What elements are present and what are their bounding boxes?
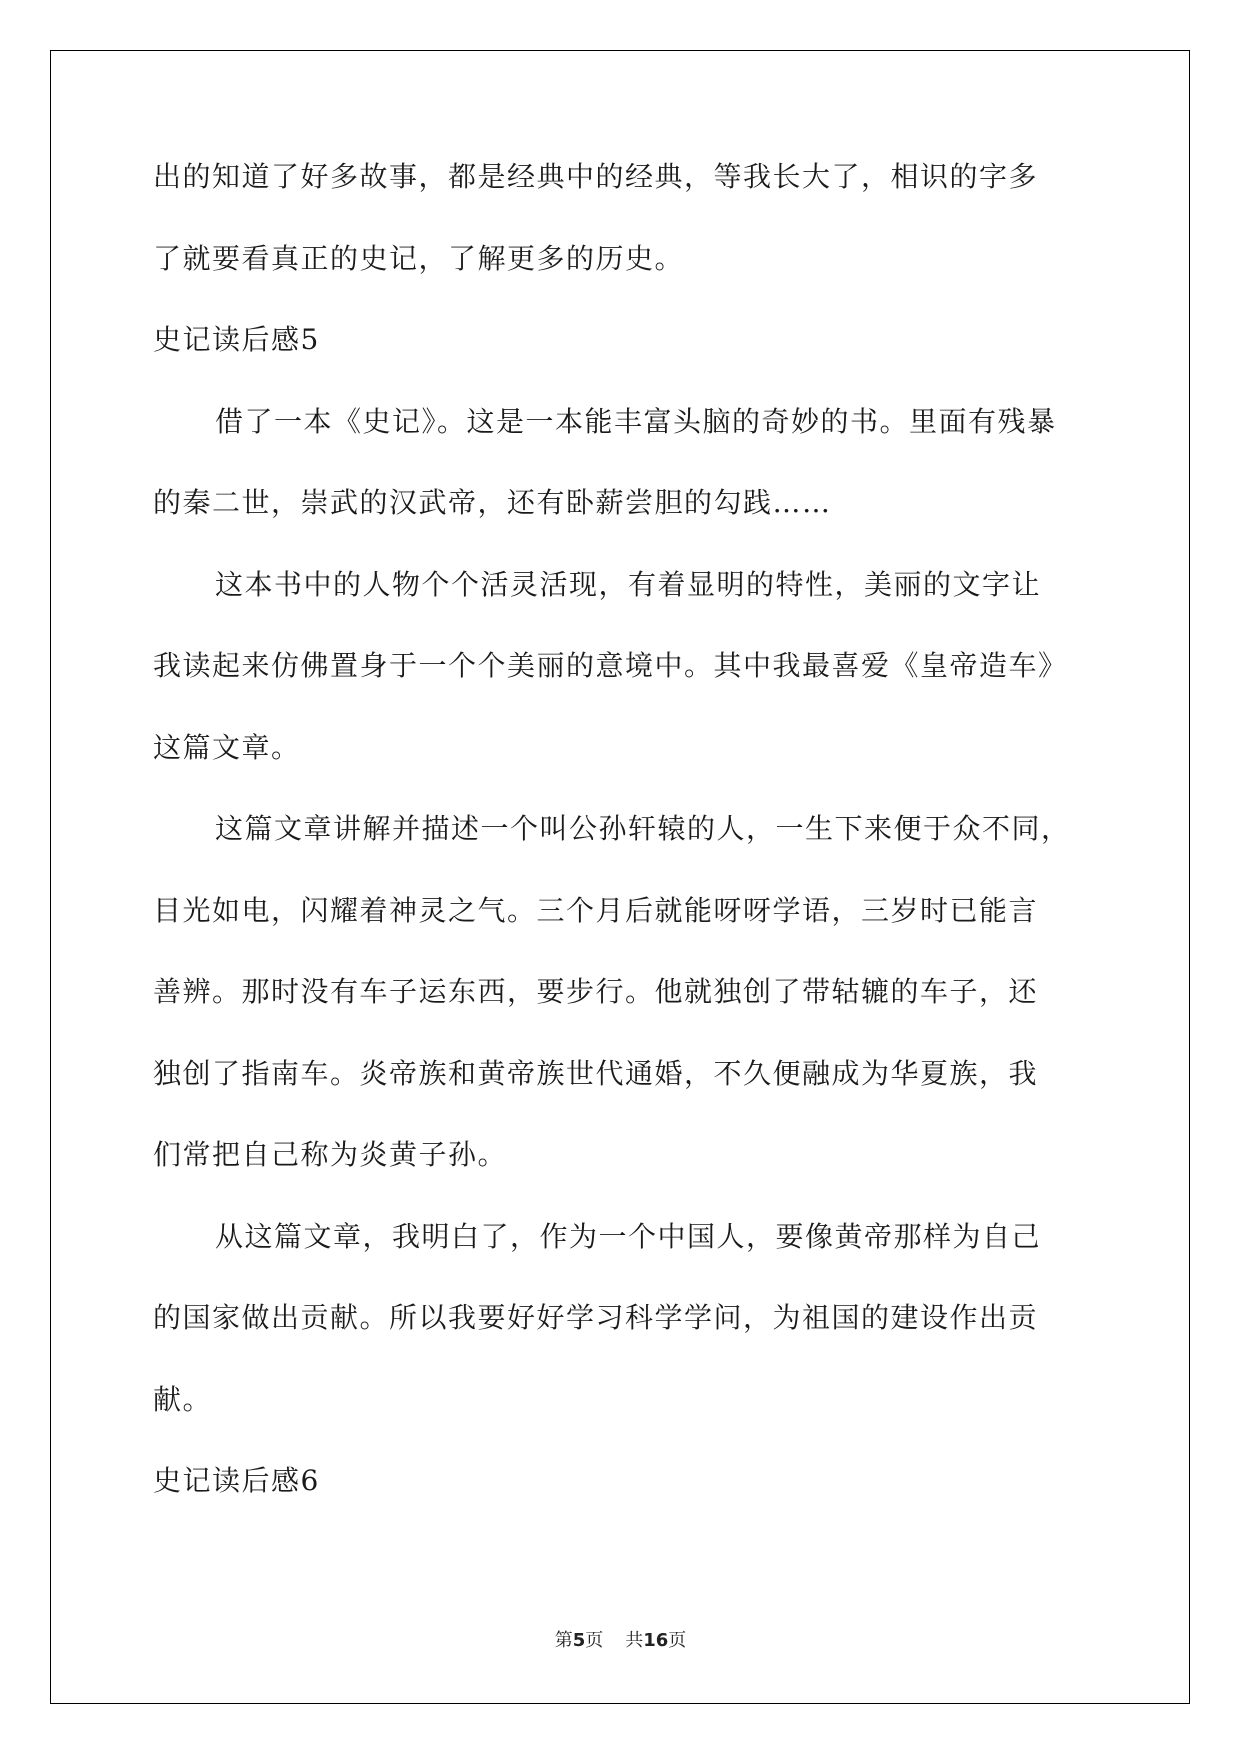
current-page-number: 5 bbox=[572, 1630, 586, 1651]
text-line: 的国家做出贡献。所以我要好好学习科学学问，为祖国的建设作出贡 bbox=[153, 1301, 1039, 1334]
footer-page-suffix: 页 bbox=[585, 1630, 604, 1651]
text-line: 从这篇文章，我明白了，作为一个中国人，要像黄帝那样为自己 bbox=[215, 1219, 1042, 1253]
text-line: 这篇文章。 bbox=[153, 730, 301, 764]
footer-total-suffix: 页 bbox=[668, 1630, 687, 1651]
text-line: 善辨。那时没有车子运东西，要步行。他就独创了带轱辘的车子，还 bbox=[153, 975, 1039, 1008]
text-line: 目光如电，闪耀着神灵之气。三个月后就能呀呀学语，三岁时已能言 bbox=[153, 893, 1039, 927]
document-body bbox=[153, 160, 1093, 1546]
page-footer bbox=[0, 1626, 1241, 1652]
text-line: 史记读后感5 bbox=[153, 323, 320, 356]
text-line: 的秦二世，崇武的汉武帝，还有卧薪尝胆的勾践…… bbox=[153, 486, 832, 519]
text-line: 这篇文章讲解并描述一个叫公孙轩辕的人，一生下来便于众不同， bbox=[215, 812, 1071, 845]
text-line: 借了一本《史记》。这是一本能丰富头脑的奇妙的书。里面有残暴 bbox=[215, 404, 1057, 438]
text-line: 了就要看真正的史记，了解更多的历史。 bbox=[153, 241, 685, 275]
text-line: 们常把自己称为炎黄子孙。 bbox=[153, 1138, 508, 1171]
text-line: 这本书中的人物个个活灵活现，有着显明的特性，美丽的文字让 bbox=[215, 567, 1042, 601]
total-page-count: 16 bbox=[643, 1630, 669, 1651]
text-line: 出的知道了好多故事，都是经典中的经典，等我长大了，相识的字多 bbox=[153, 160, 1039, 193]
text-line: 史记读后感6 bbox=[153, 1464, 320, 1497]
text-line: 独创了指南车。炎帝族和黄帝族世代通婚，不久便融成为华夏族，我 bbox=[153, 1056, 1039, 1090]
footer-prefix: 第 bbox=[554, 1630, 573, 1651]
text-line: 我读起来仿佛置身于一个个美丽的意境中。其中我最喜爱《皇帝造车》 bbox=[153, 649, 1068, 682]
footer-total-prefix: 共 bbox=[625, 1630, 644, 1651]
text-line: 献。 bbox=[153, 1382, 213, 1416]
